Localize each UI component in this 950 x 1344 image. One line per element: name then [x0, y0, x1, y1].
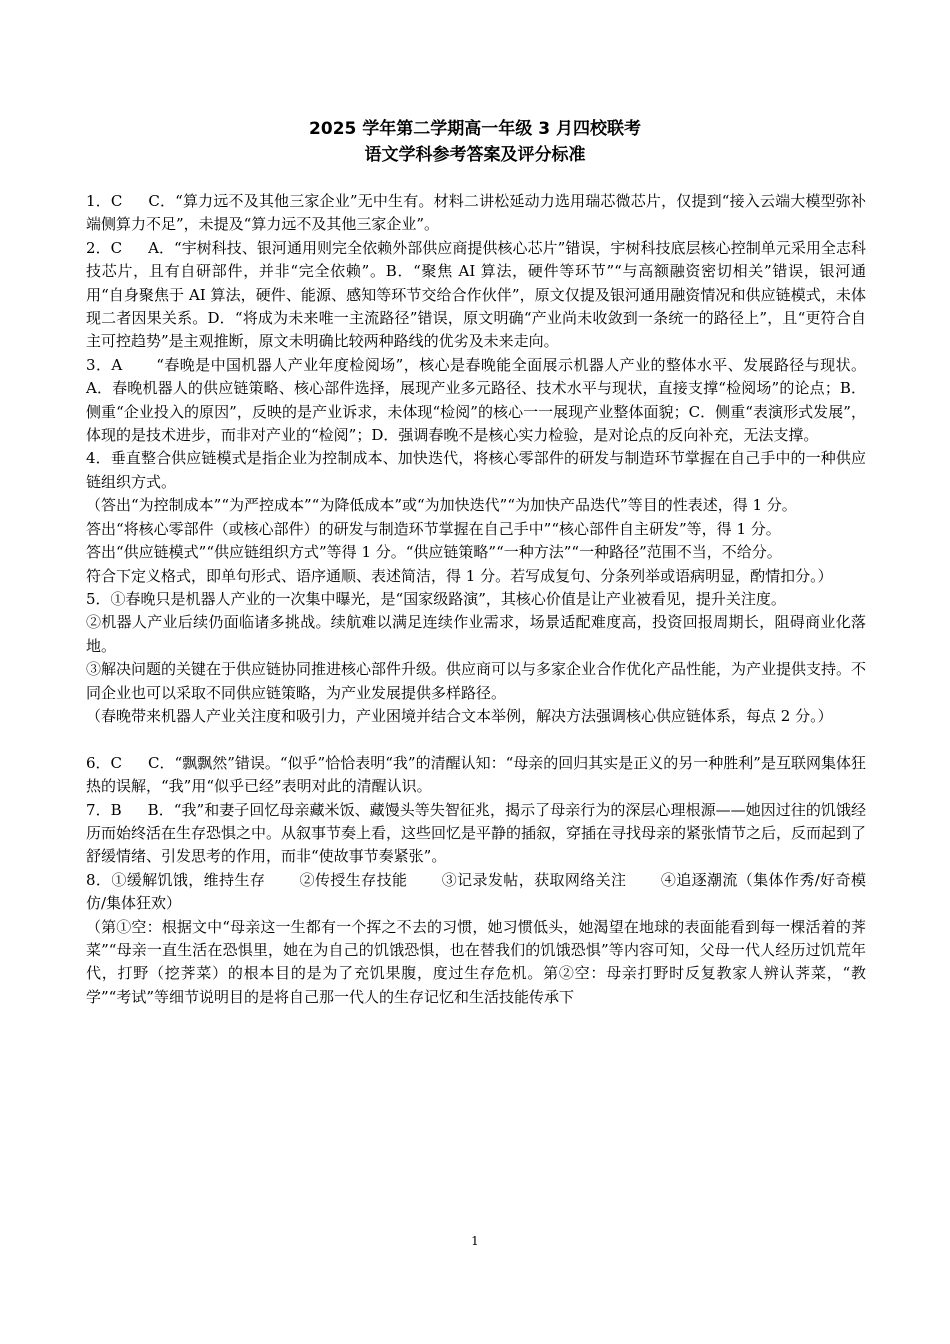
answer-4-scoring-purpose: （答出“为控制成本”“为严控成本”“为降低成本”或“为加快迭代”“为加快产品迭代”等目的性表述，得 1 分。 [86, 496, 797, 515]
answer-6-explanation: C．“飘飘然”错误。“似乎”恰恰表明“我”的清醒认知：“母亲的回归其实是正义的另一种胜利”是互联网集体狂热的误解，“我”用“似乎已经”表明对此的清醒认识。 [86, 753, 866, 796]
answer-5-point-1: 5．①春晚只是机器人产业的一次集中曝光，是“国家级路演”，其核心价值是让产业被看见，提升关注度。 [86, 589, 786, 608]
answer-8 [86, 869, 866, 916]
answer-3-explanation: “春晚是中国机器人产业年度检阅场”，核心是春晚能全面展示机器人产业的整体水平、发展路径与现状。A．春晚机器人的供应链策略、核心部件选择，展现产业多元路径、技术水平与现状，直接支撑“检阅场”的论点；B．侧重“企业投入的原因”，反映的是产业诉求，未体现“检阅”的核心一一展现产业整体面貌；C．侧重“表演形式发展”，体现的是技术进步，而非对产业的“检阅”；D．强调春晚不是核心实力检验，是对论点的反向补充，无法支撑。 [86, 355, 866, 445]
page-number: 1 [471, 1234, 479, 1248]
answer-4-scoring-mode: 答出“供应链模式”“供应链组织方式”等得 1 分。“供应链策略”“一种方法”“一种路径”范围不当，不给分。 [86, 543, 782, 562]
answer-7-explanation: B．“我”和妻子回忆母亲藏米饭、藏馒头等失智征兆，揭示了母亲行为的深层心理根源——她因过往的饥饿经历而始终活在生存恐惧之中。从叙事节奏上看，这些回忆是平静的插叙，穿插在寻找母亲的紧张情节之后，反而起到了舒缓情绪、引发思考的作用，而非“使故事节奏紧张”。 [86, 800, 867, 866]
answer-8-item-4: ④追逐潮流（集体作秀/好奇模仿/集体狂欢） [86, 870, 866, 913]
answer-6-number: 6．C [86, 753, 123, 772]
answer-5-point-2: ②机器人产业后续仍面临诸多挑战。续航难以满足连续作业需求，场景适配难度高，投资回报周期长，阻碍商业化落地。 [86, 613, 866, 655]
answer-2-explanation: A．“宇树科技、银河通用则完全依赖外部供应商提供核心芯片”错误，宇树科技底层核心控制单元采用全志科技芯片，且有自研部件，并非“完全依赖”。B．“聚焦 AI 算法，硬件等环节”“与高额融资密切相关”错误，银河通用“自身聚焦于 AI 算法，硬件、能源、感知等环节交给合作伙伴”，原文仅提及银河通用融资情况和供应链模式，未体现二者因果关系。D．“将成为未来唯一主流路径”错误，原文明确“产业尚未收敛到一条统一的路径上”，且“更符合自主可控趋势”是主观推断，原文未明确比较两种路线的优劣及未来走向。 [86, 238, 866, 351]
answer-5-scoring-note: （春晚带来机器人产业关注度和吸引力，产业困境并结合文本举例，解决方法强调核心供应链体系，每点 2 分。） [86, 706, 833, 725]
section-gap [86, 728, 866, 751]
answer-7-number: 7．B [86, 800, 122, 819]
answer-2-number: 2．C [86, 238, 123, 257]
answer-5-point-3: ③解决问题的关键在于供应链协同推进核心部件升级。供应商可以与多家企业合作优化产品性能，为产业提供支持。不同企业也可以采取不同供应链策略，为产业发展提供多样路径。 [86, 660, 867, 702]
answer-content [86, 190, 866, 1009]
answer-6 [86, 752, 866, 799]
answer-8-item-1: ①缓解饥饿，维持生存 [111, 870, 266, 889]
document-title: 2025 学年第二学期高一年级 3 月四校联考 [309, 119, 641, 139]
document-subtitle: 语文学科参考答案及评分标准 [364, 145, 586, 165]
answer-8-explanation: （第①空：根据文中“母亲这一生都有一个挥之不去的习惯，她习惯低头，她渴望在地球的表面能看到每一棵活着的荠菜”“母亲一直生活在恐惧里，她在为自己的饥饿恐惧，也在替我们的饥饿恐惧”等内容可知，父母一代人经历过饥荒年代，打野（挖荠菜）的根本目的是为了充饥果腹，度过生存危机。第②空：母亲打野时反复教家人辨认荠菜，“教学”“考试”等细节说明目的是将自己那一代人的生存记忆和生活技能传承下 [86, 917, 866, 1006]
answer-8-item-3: ③记录发帖，获取网络关注 [441, 870, 627, 889]
answer-7 [86, 799, 866, 869]
answer-8-number: 8． [86, 870, 112, 889]
answer-3 [86, 354, 866, 448]
answer-3-number: 3．A [86, 355, 123, 374]
answer-4-definition: 4．垂直整合供应链模式是指企业为控制成本、加快迭代，将核心零部件的研发与制造环节掌握在自己手中的一种供应链组织方式。 [86, 449, 866, 491]
answer-1-explanation: C．“算力远不及其他三家企业”无中生有。材料二讲松延动力选用瑞芯微芯片，仅提到“接入云端大模型弥补端侧算力不足”，未提及“算力远不及其他三家企业”。 [86, 192, 866, 234]
answer-8-item-2: ②传授生存技能 [299, 870, 408, 889]
answer-4-scoring-core: 答出“将核心零部件（或核心部件）的研发与制造环节掌握在自己手中”“核心部件自主研发”等，得 1 分。 [86, 519, 781, 538]
answer-1 [86, 190, 866, 237]
answer-1-number: 1．C [86, 192, 123, 210]
answer-4-scoring-format: 符合下定义格式，即单句形式、语序通顺、表述简洁，得 1 分。若写成复句、分条列举或语病明显，酌情扣分。） [86, 566, 833, 585]
answer-2 [86, 237, 866, 354]
